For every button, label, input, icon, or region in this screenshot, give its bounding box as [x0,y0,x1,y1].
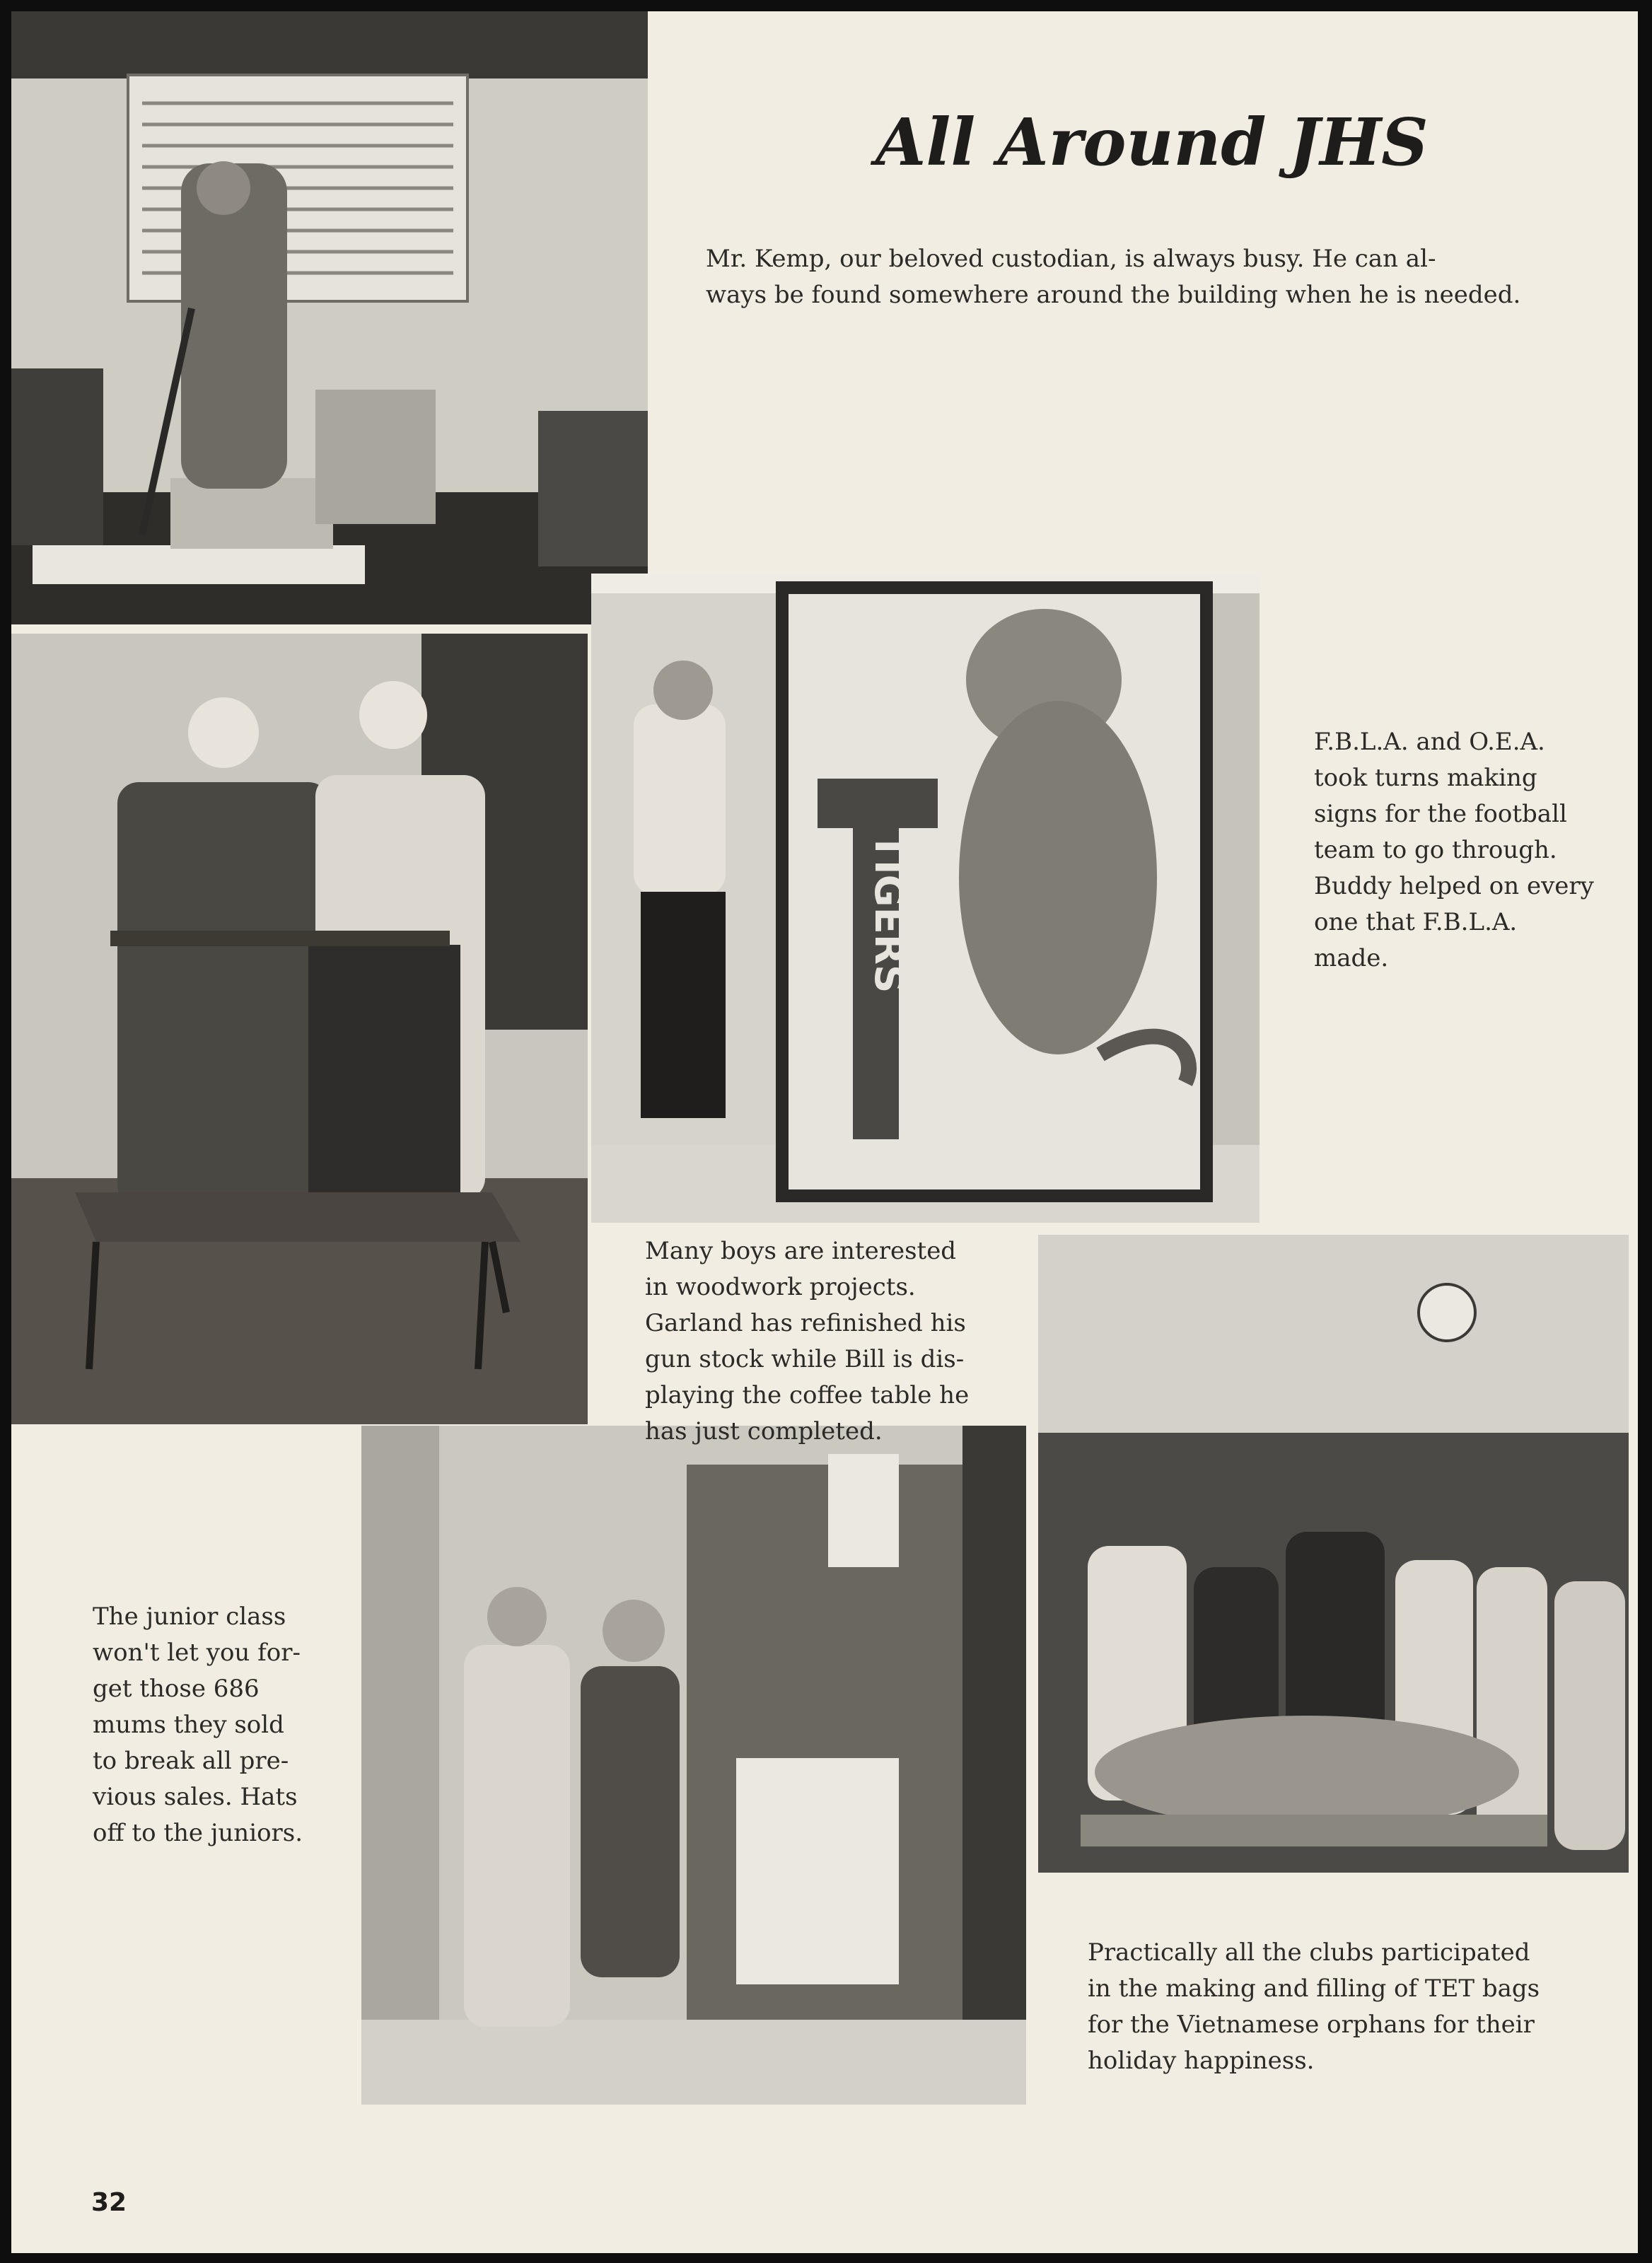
photo-custodian [11,11,648,624]
svg-text:TIGERS: TIGERS [866,832,912,994]
caption-signs: F.B.L.A. and O.E.A. took turns making signs for the football team to go through. Buddy helped on every one that F.B.L.A. made. [1314,728,1594,972]
photo-juniors-mums [361,1426,1026,2105]
caption-woodwork: Many boys are interested in woodwork projects. Garland has refinished his gun stock while Bill is dis- playing the coffee table he has just completed. [645,1237,970,1445]
page-title: All Around JHS [876,104,1429,180]
yearbook-page [11,11,1638,2253]
caption-juniors: The junior class won't let you for- get those 686 mums they sold to break all pre- vious sales. Hats off to the juniors. [93,1602,303,1847]
page-number: 32 [91,2188,127,2217]
photo-woodwork [11,634,588,1424]
tigers-banner-text [866,833,912,994]
photo-tet-bags [1038,1235,1629,1873]
photo-tigers-banner [591,574,1260,1223]
caption-custodian: Mr. Kemp, our beloved custodian, is always busy. He can al- ways be found somewhere around the building when he is needed. [706,245,1521,309]
caption-tet-bags: Practically all the clubs participated in the making and filling of TET bags for the Vietnamese orphans for their holiday happiness. [1088,1938,1540,2075]
